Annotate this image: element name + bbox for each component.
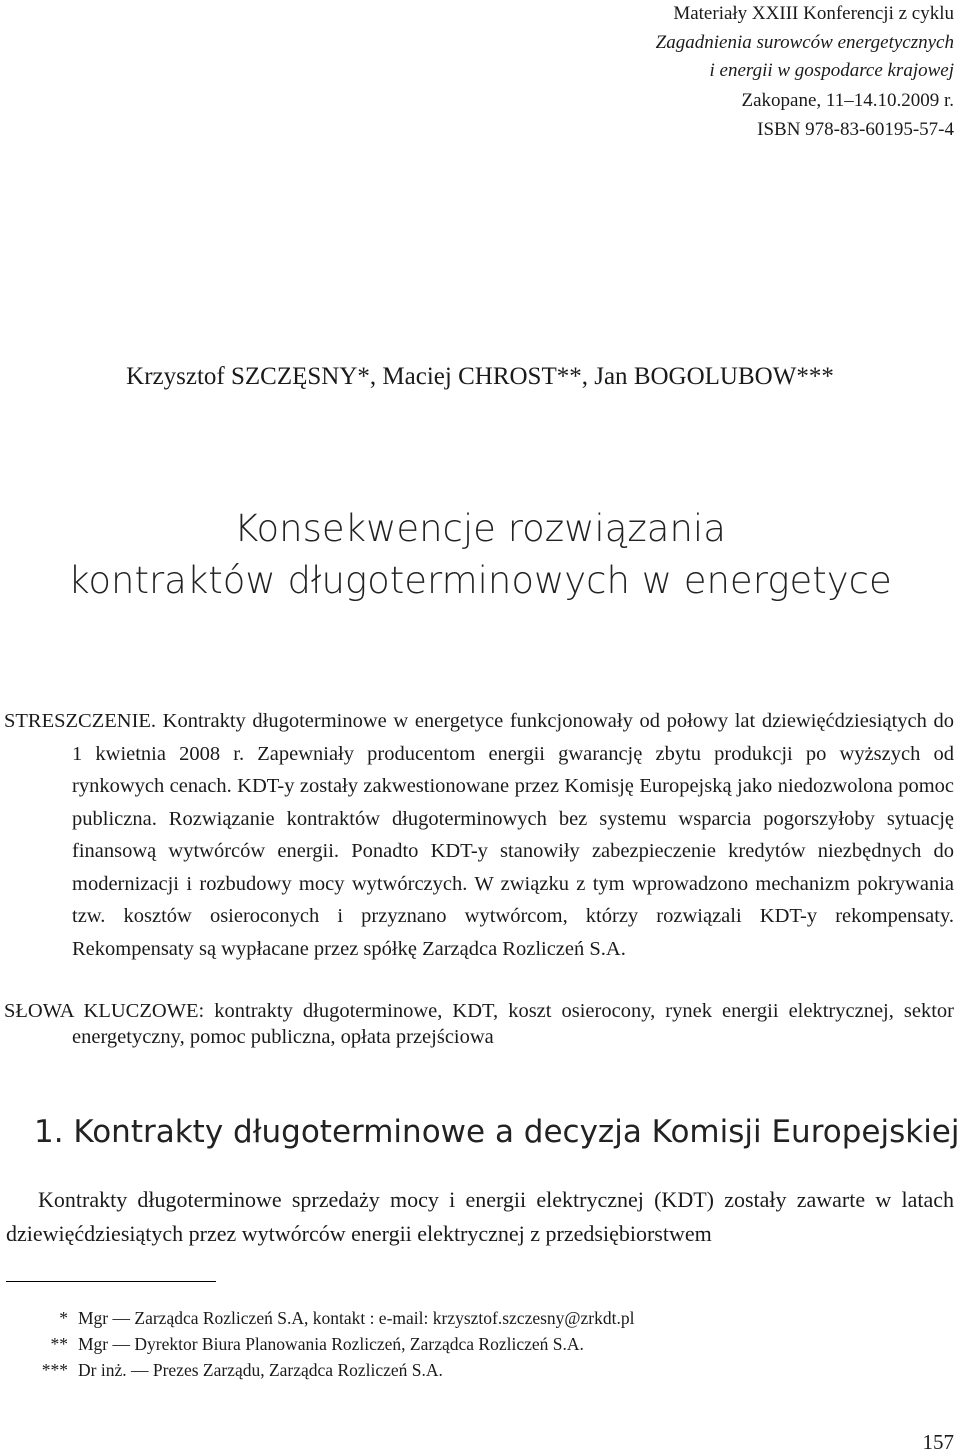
- author-1: Krzysztof SZCZĘSNY*,: [126, 363, 383, 390]
- isbn: ISBN 978-83-60195-57-4: [757, 119, 954, 140]
- abstract-text: Kontrakty długoterminowe w energetyce funkcjonowały od połowy lat dziewięćdziesiątych do 1 kwietnia 2008 r. Zapewniały producentom energii gwarancję zbytu produkcji po wyższych od rynkowych cenach. KDT-y zostały zakwestionowane przez Komisję Europejską jako niedozwolona pomoc publiczna. Rozwiązanie kontraktów długoterminowych bez systemu wsparcia pogorszyłoby sytuację finansową wytwórców energii. Ponadto KDT-y stanowiły zabezpieczenie kredytów niezbędnych do modernizacji i rozbudowy mocy wytwórczych. W związku z tym wprowadzono mechanizm pokrywania tzw. kosztów osieroconych i przyznano wytwórcom, którzy rozwiązali KDT-y rekompensaty. Rekompensaty są wypłacane przez spółkę Zarządca Rozliczeń S.A.: [72, 710, 954, 960]
- authors-line: [0, 363, 960, 391]
- paper-title-line1: Konsekwencje rozwiązania: [234, 507, 726, 550]
- paper-title: [0, 503, 960, 607]
- footnote-rule: [6, 1281, 216, 1282]
- footnote-1: * Mgr — Zarządca Rozliczeń S.A, kontakt : e-mail: krzysztof.szczesny@zrkdt.pl: [59, 1308, 635, 1328]
- conference-title-line2: i energii w gospodarce krajowej: [709, 60, 954, 81]
- paper-title-line2: kontraktów długoterminowych w energetyce: [68, 559, 892, 602]
- body-paragraph: Kontrakty długoterminowe sprzedaży mocy i energii elektrycznej (KDT) zostały zawarte w latach dziewięćdziesiątych przez wytwórców energii elektrycznej z przedsiębiorstwem: [6, 1187, 954, 1246]
- keywords-label: SŁOWA KLUCZOWE:: [4, 1000, 205, 1022]
- abstract: [4, 705, 954, 965]
- footnote-3: *** Dr inż. — Prezes Zarządu, Zarządca Rozliczeń S.A.: [41, 1360, 443, 1380]
- conference-title-line1: Zagadnienia surowców energetycznych: [655, 32, 954, 53]
- conference-series-line: Materiały XXIII Konferencji z cyklu: [673, 3, 954, 24]
- abstract-label: STRESZCZENIE.: [4, 710, 157, 732]
- author-2: Maciej CHROST**,: [382, 363, 595, 390]
- conference-place-date: Zakopane, 11–14.10.2009 r.: [741, 90, 954, 111]
- section-heading: 1. Kontrakty długoterminowe a decyzja Komisji Europejskiej: [34, 1114, 960, 1150]
- page-number: 157: [922, 1430, 954, 1454]
- footnote-2: ** Mgr — Dyrektor Biura Planowania Rozliczeń, Zarządca Rozliczeń S.A.: [50, 1334, 584, 1354]
- keywords-text: kontrakty długoterminowe, KDT, koszt osierocony, rynek energii elektrycznej, sektor energetyczny, pomoc publiczna, opłata przejściowa: [72, 1000, 955, 1048]
- author-3: Jan BOGOLUBOW***: [594, 363, 834, 390]
- keywords: [4, 998, 955, 1050]
